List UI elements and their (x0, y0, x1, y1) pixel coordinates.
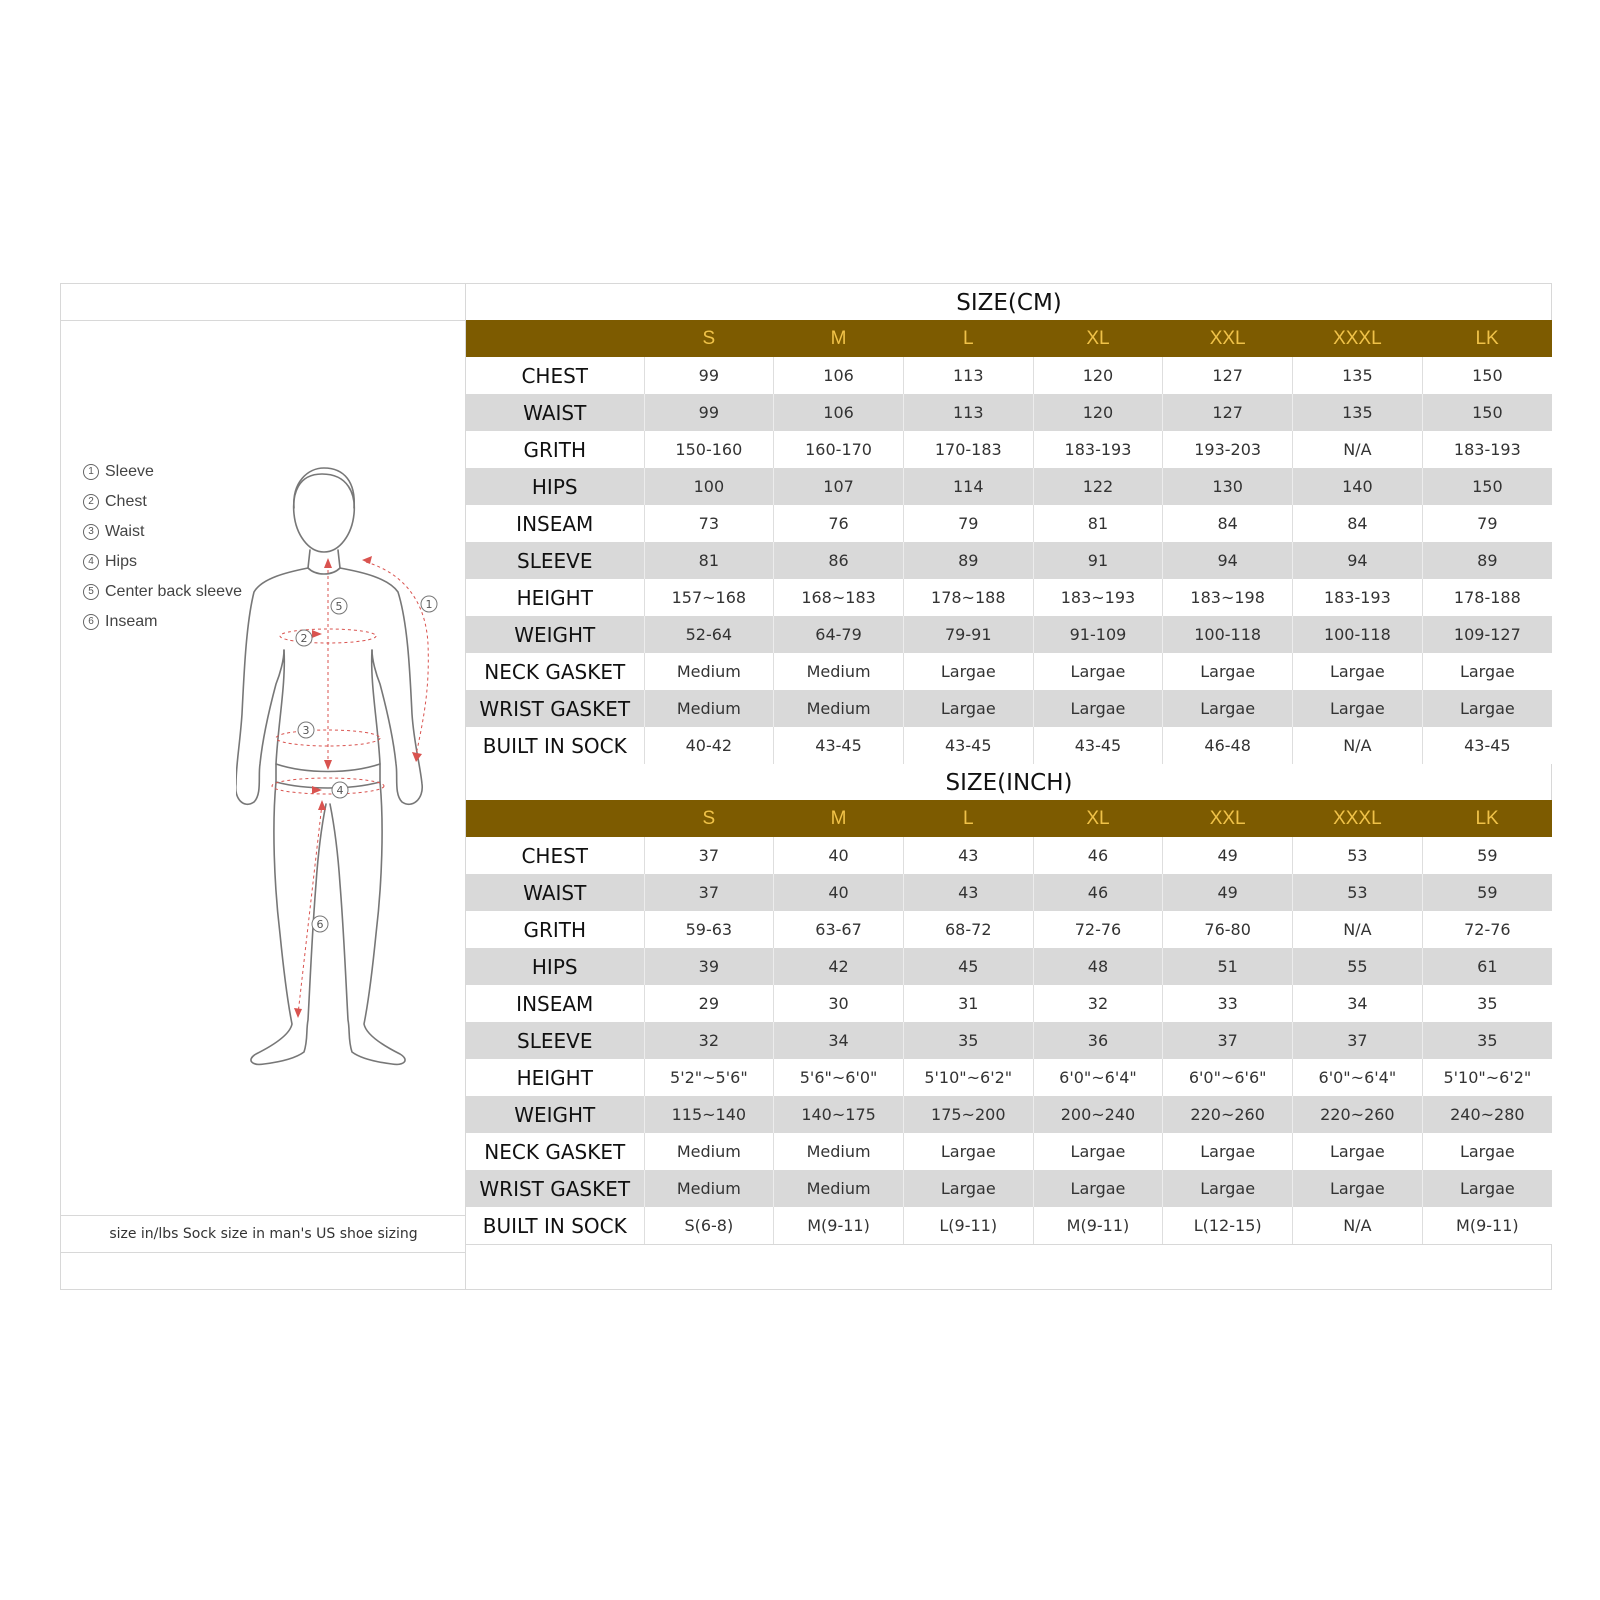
table-cell: 59 (1422, 874, 1552, 911)
table-cell: 89 (1422, 542, 1552, 579)
marker-1-label: 1 (425, 598, 433, 611)
size-header-m: M (774, 320, 904, 357)
table-cell: Largae (1163, 690, 1293, 727)
legend-item-inseam (83, 607, 242, 637)
size-header-row (466, 800, 1552, 837)
row-label: WRIST GASKET (466, 690, 644, 727)
row-label: WAIST (466, 394, 644, 431)
inch-size-table (466, 800, 1552, 1244)
table-cell: 34 (1293, 985, 1423, 1022)
table-row (466, 357, 1552, 394)
number-1-icon: 1 (83, 464, 99, 480)
table-cell: 5'2"~5'6" (644, 1059, 774, 1096)
arrow-icon (324, 760, 332, 770)
table-row (466, 1059, 1552, 1096)
legend-label: Hips (105, 553, 138, 570)
table-cell: Medium (644, 1170, 774, 1207)
table-cell: Medium (774, 1133, 904, 1170)
table-cell: 30 (774, 985, 904, 1022)
table-cell: Medium (774, 690, 904, 727)
header-blank-cell (466, 800, 644, 837)
table-cell: 37 (1163, 1022, 1293, 1059)
table-cell: 107 (774, 468, 904, 505)
table-cell: Largae (1422, 690, 1552, 727)
table-cell: 37 (1293, 1022, 1423, 1059)
table-cell: 36 (1033, 1022, 1163, 1059)
table-cell: 178-188 (1422, 579, 1552, 616)
table-cell: 42 (774, 948, 904, 985)
table-row (466, 948, 1552, 985)
table-cell: 99 (644, 357, 774, 394)
row-label: HIPS (466, 948, 644, 985)
body-measurement-figure (236, 464, 456, 1074)
table-cell: Largae (1033, 690, 1163, 727)
marker-3-label: 3 (302, 724, 310, 737)
table-cell: 183-193 (1033, 431, 1163, 468)
table-cell: 51 (1163, 948, 1293, 985)
table-cell: 49 (1163, 837, 1293, 874)
table-cell: M(9-11) (774, 1207, 904, 1244)
table-cell: 40 (774, 837, 904, 874)
table-cell: 35 (1422, 985, 1552, 1022)
table-cell: 46 (1033, 837, 1163, 874)
table-cell: 135 (1293, 394, 1423, 431)
table-cell: Medium (774, 653, 904, 690)
size-tables-panel (466, 284, 1552, 1289)
body-outline-right (340, 568, 422, 804)
table-row (466, 1022, 1552, 1059)
row-label: CHEST (466, 357, 644, 394)
table-cell: 115~140 (644, 1096, 774, 1133)
table-cell: 37 (644, 837, 774, 874)
arrow-icon (412, 752, 422, 762)
table-cell: 35 (1422, 1022, 1552, 1059)
size-header-l: L (903, 320, 1033, 357)
number-4-icon: 4 (83, 554, 99, 570)
table-cell: Largae (1422, 1170, 1552, 1207)
table-cell: 100 (644, 468, 774, 505)
table-cell: 48 (1033, 948, 1163, 985)
table-cell: 91 (1033, 542, 1163, 579)
table-cell: S(6-8) (644, 1207, 774, 1244)
table-cell: Largae (1293, 690, 1423, 727)
table-cell: 46-48 (1163, 727, 1293, 764)
table-cell: 43-45 (1033, 727, 1163, 764)
row-label: NECK GASKET (466, 653, 644, 690)
size-header-m: M (774, 800, 904, 837)
table-cell: Medium (644, 1133, 774, 1170)
table-cell: 59 (1422, 837, 1552, 874)
table-cell: Largae (903, 1170, 1033, 1207)
table-cell: 100-118 (1163, 616, 1293, 653)
inch-table-title: SIZE(INCH) (945, 770, 1073, 796)
table-cell: Largae (1033, 653, 1163, 690)
header-blank-cell (466, 320, 644, 357)
table-cell: 52-64 (644, 616, 774, 653)
table-cell: N/A (1293, 911, 1423, 948)
size-header-xl: XL (1033, 320, 1163, 357)
table-cell: 150 (1422, 394, 1552, 431)
table-cell: 106 (774, 394, 904, 431)
number-6-icon: 6 (83, 614, 99, 630)
table-cell: 114 (903, 468, 1033, 505)
table-cell: 175~200 (903, 1096, 1033, 1133)
table-cell: 39 (644, 948, 774, 985)
table-cell: 100-118 (1293, 616, 1423, 653)
table-cell: 34 (774, 1022, 904, 1059)
row-label: GRITH (466, 911, 644, 948)
table-cell: 43-45 (903, 727, 1033, 764)
number-2-icon: 2 (83, 494, 99, 510)
table-cell: 79 (903, 505, 1033, 542)
table-cell: Largae (1422, 1133, 1552, 1170)
size-header-row (466, 320, 1552, 357)
table-cell: Medium (644, 690, 774, 727)
table-cell: Largae (1033, 1133, 1163, 1170)
table-cell: Largae (903, 1133, 1033, 1170)
table-cell: 81 (1033, 505, 1163, 542)
table-cell: 113 (903, 357, 1033, 394)
table-cell: 170-183 (903, 431, 1033, 468)
table-cell: 40 (774, 874, 904, 911)
table-cell: 183~193 (1033, 579, 1163, 616)
table-cell: N/A (1293, 431, 1423, 468)
divider (61, 1252, 466, 1253)
row-label: BUILT IN SOCK (466, 1207, 644, 1244)
table-row (466, 505, 1552, 542)
table-row (466, 911, 1552, 948)
table-cell: 178~188 (903, 579, 1033, 616)
table-cell: Largae (1163, 1170, 1293, 1207)
table-cell: 79-91 (903, 616, 1033, 653)
divider (61, 320, 466, 321)
table-cell: M(9-11) (1422, 1207, 1552, 1244)
table-cell: 76 (774, 505, 904, 542)
table-cell: 31 (903, 985, 1033, 1022)
table-cell: Largae (1422, 653, 1552, 690)
marker-6-label: 6 (316, 918, 324, 931)
table-row (466, 690, 1552, 727)
table-cell: L(12-15) (1163, 1207, 1293, 1244)
sizing-footnote: size in/lbs Sock size in man's US shoe sizing (109, 1226, 418, 1242)
table-cell: 5'10"~6'2" (1422, 1059, 1552, 1096)
table-cell: 113 (903, 394, 1033, 431)
table-cell: 160-170 (774, 431, 904, 468)
table-cell: 127 (1163, 394, 1293, 431)
table-cell: 220~260 (1293, 1096, 1423, 1133)
table-cell: 45 (903, 948, 1033, 985)
legend-item-hips (83, 547, 242, 577)
size-header-xl: XL (1033, 800, 1163, 837)
table-cell: 35 (903, 1022, 1033, 1059)
table-cell: Medium (774, 1170, 904, 1207)
legend-item-chest (83, 487, 242, 517)
head-outline (294, 474, 355, 552)
size-header-s: S (644, 320, 774, 357)
table-cell: 72-76 (1422, 911, 1552, 948)
table-row (466, 1096, 1552, 1133)
marker-4-label: 4 (336, 784, 344, 797)
table-cell: Largae (903, 690, 1033, 727)
size-header-lk: LK (1422, 800, 1552, 837)
table-row (466, 727, 1552, 764)
table-cell: 106 (774, 357, 904, 394)
table-row (466, 837, 1552, 874)
table-cell: 91-109 (1033, 616, 1163, 653)
marker-2-label: 2 (300, 632, 308, 645)
row-label: HEIGHT (466, 1059, 644, 1096)
row-label: INSEAM (466, 505, 644, 542)
table-cell: 150-160 (644, 431, 774, 468)
row-label: INSEAM (466, 985, 644, 1022)
legend-item-center-back-sleeve (83, 577, 242, 607)
table-cell: 86 (774, 542, 904, 579)
table-cell: 183~198 (1163, 579, 1293, 616)
table-cell: 43-45 (774, 727, 904, 764)
table-cell: 150 (1422, 468, 1552, 505)
table-row (466, 579, 1552, 616)
table-cell: 99 (644, 394, 774, 431)
table-row (466, 431, 1552, 468)
table-cell: 220~260 (1163, 1096, 1293, 1133)
row-label: CHEST (466, 837, 644, 874)
table-cell: 53 (1293, 874, 1423, 911)
table-cell: Largae (1033, 1170, 1163, 1207)
legend-item-waist (83, 517, 242, 547)
marker-5-label: 5 (335, 600, 343, 613)
table-cell: 122 (1033, 468, 1163, 505)
legend-label: Sleeve (105, 463, 154, 480)
row-label: WRIST GASKET (466, 1170, 644, 1207)
size-header-l: L (903, 800, 1033, 837)
row-label: WEIGHT (466, 616, 644, 653)
bottom-spacer (466, 1244, 1552, 1280)
table-cell: Largae (1293, 653, 1423, 690)
table-row (466, 542, 1552, 579)
table-row (466, 616, 1552, 653)
table-cell: 140~175 (774, 1096, 904, 1133)
size-chart (60, 283, 1552, 1290)
table-cell: 72-76 (1033, 911, 1163, 948)
table-cell: Largae (1293, 1133, 1423, 1170)
table-cell: 43-45 (1422, 727, 1552, 764)
arrow-icon (324, 558, 332, 568)
table-cell: 37 (644, 874, 774, 911)
table-cell: 5'6"~6'0" (774, 1059, 904, 1096)
table-cell: 6'0"~6'4" (1033, 1059, 1163, 1096)
neck-collar (308, 568, 340, 574)
table-cell: 32 (1033, 985, 1163, 1022)
row-label: WEIGHT (466, 1096, 644, 1133)
size-header-xxl: XXL (1163, 800, 1293, 837)
row-label: WAIST (466, 874, 644, 911)
row-label: HEIGHT (466, 579, 644, 616)
table-cell: 127 (1163, 357, 1293, 394)
table-cell: Largae (1293, 1170, 1423, 1207)
table-cell: 29 (644, 985, 774, 1022)
table-cell: Medium (644, 653, 774, 690)
table-cell: 140 (1293, 468, 1423, 505)
table-cell: M(9-11) (1033, 1207, 1163, 1244)
table-row (466, 468, 1552, 505)
table-row (466, 653, 1552, 690)
table-cell: 79 (1422, 505, 1552, 542)
cm-table-title: SIZE(CM) (956, 290, 1062, 316)
table-cell: 200~240 (1033, 1096, 1163, 1133)
size-header-s: S (644, 800, 774, 837)
table-cell: 53 (1293, 837, 1423, 874)
table-cell: 49 (1163, 874, 1293, 911)
arrow-icon (318, 800, 326, 810)
table-cell: 61 (1422, 948, 1552, 985)
table-cell: 120 (1033, 394, 1163, 431)
number-5-icon: 5 (83, 584, 99, 600)
table-cell: 43 (903, 837, 1033, 874)
measurement-legend (83, 457, 242, 637)
table-cell: 150 (1422, 357, 1552, 394)
row-label: BUILT IN SOCK (466, 727, 644, 764)
table-cell: 89 (903, 542, 1033, 579)
table-cell: 46 (1033, 874, 1163, 911)
table-cell: 240~280 (1422, 1096, 1552, 1133)
table-cell: 32 (644, 1022, 774, 1059)
table-cell: 64-79 (774, 616, 904, 653)
table-cell: 5'10"~6'2" (903, 1059, 1033, 1096)
table-row (466, 1170, 1552, 1207)
table-cell: 43 (903, 874, 1033, 911)
table-row (466, 874, 1552, 911)
row-label: SLEEVE (466, 1022, 644, 1059)
table-cell: 55 (1293, 948, 1423, 985)
table-cell: L(9-11) (903, 1207, 1033, 1244)
table-cell: 59-63 (644, 911, 774, 948)
size-header-xxl: XXL (1163, 320, 1293, 357)
table-cell: 68-72 (903, 911, 1033, 948)
hips-guide (272, 778, 384, 794)
table-cell: 193-203 (1163, 431, 1293, 468)
arrow-icon (312, 630, 322, 638)
table-row (466, 1133, 1552, 1170)
table-cell: 73 (644, 505, 774, 542)
table-cell: Largae (1163, 653, 1293, 690)
table-cell: 94 (1163, 542, 1293, 579)
row-label: NECK GASKET (466, 1133, 644, 1170)
table-cell: 6'0"~6'4" (1293, 1059, 1423, 1096)
measurement-guide-panel (61, 284, 466, 1289)
table-cell: 130 (1163, 468, 1293, 505)
table-cell: 76-80 (1163, 911, 1293, 948)
table-cell: 84 (1163, 505, 1293, 542)
table-cell: 63-67 (774, 911, 904, 948)
arrow-icon (294, 1008, 302, 1018)
size-header-lk: LK (1422, 320, 1552, 357)
right-leg (330, 782, 405, 1064)
row-label: HIPS (466, 468, 644, 505)
row-label: SLEEVE (466, 542, 644, 579)
table-cell: 6'0"~6'6" (1163, 1059, 1293, 1096)
table-cell: 183-193 (1293, 579, 1423, 616)
table-cell: 183-193 (1422, 431, 1552, 468)
number-3-icon: 3 (83, 524, 99, 540)
size-header-xxxl: XXXL (1293, 320, 1423, 357)
table-cell: 157~168 (644, 579, 774, 616)
table-cell: 168~183 (774, 579, 904, 616)
table-cell: N/A (1293, 727, 1423, 764)
table-cell: 84 (1293, 505, 1423, 542)
table-row (466, 985, 1552, 1022)
size-header-xxxl: XXXL (1293, 800, 1423, 837)
table-row (466, 1207, 1552, 1244)
row-label: GRITH (466, 431, 644, 468)
legend-label: Chest (105, 493, 147, 510)
table-cell: N/A (1293, 1207, 1423, 1244)
table-cell: 81 (644, 542, 774, 579)
table-cell: 40-42 (644, 727, 774, 764)
legend-label: Inseam (105, 613, 158, 630)
table-cell: 94 (1293, 542, 1423, 579)
legend-label: Center back sleeve (105, 583, 242, 600)
table-cell: Largae (903, 653, 1033, 690)
legend-label: Waist (105, 523, 145, 540)
table-row (466, 394, 1552, 431)
table-cell: 135 (1293, 357, 1423, 394)
table-cell: 33 (1163, 985, 1293, 1022)
table-cell: 120 (1033, 357, 1163, 394)
table-cell: Largae (1163, 1133, 1293, 1170)
table-cell: 109-127 (1422, 616, 1552, 653)
legend-item-sleeve (83, 457, 242, 487)
cm-size-table (466, 320, 1552, 764)
